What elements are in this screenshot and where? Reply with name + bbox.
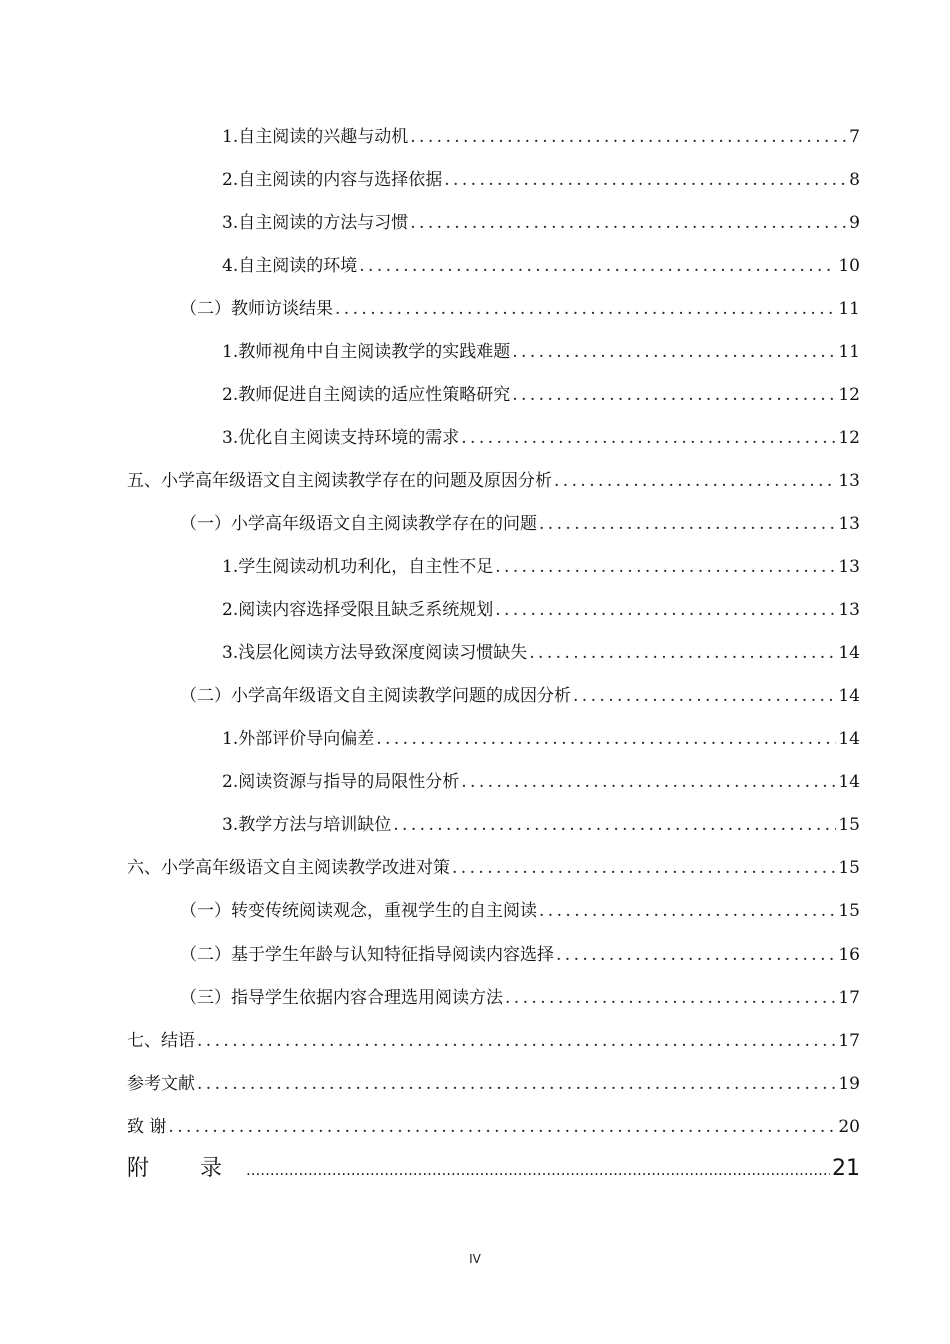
toc-entry-title: （一）小学高年级语文自主阅读教学存在的问题 [180, 514, 537, 534]
toc-entry-title: 3.浅层化阅读方法导致深度阅读习惯缺失 [222, 643, 528, 663]
toc-entry-page: 11 [838, 342, 860, 362]
toc-entry-title: 3.自主阅读的方法与习惯 [222, 213, 409, 233]
toc-entry[interactable] [180, 510, 860, 538]
toc-entry-title: （二）基于学生年龄与认知特征指导阅读内容选择 [180, 945, 554, 965]
toc-leader-dots [168, 1113, 836, 1141]
toc-entry-page: 13 [838, 600, 860, 620]
toc-entry-title: 七、结语 [127, 1031, 195, 1051]
toc-entry-title: 六、小学高年级语文自主阅读教学改进对策 [127, 858, 450, 878]
toc-leader-dots [410, 123, 847, 151]
toc-entry-page: 14 [838, 686, 860, 706]
toc-entry-page: 14 [838, 772, 860, 792]
toc-entry[interactable] [222, 381, 860, 409]
toc-entry-page: 14 [838, 643, 860, 663]
toc-leader-dots [512, 338, 836, 366]
toc-leader-dots [529, 639, 836, 667]
toc-leader-dots [393, 811, 836, 839]
toc-leader-dots [505, 984, 836, 1012]
toc-entry-title: 4.自主阅读的环境 [222, 256, 358, 276]
toc-leader-dots [539, 897, 836, 925]
toc-entry-page: 17 [838, 1031, 860, 1051]
toc-leader-dots [461, 768, 836, 796]
toc-entry-title: 1.教师视角中自主阅读教学的实践难题 [222, 342, 511, 362]
toc-entry-page: 7 [849, 127, 860, 147]
toc-entry[interactable] [222, 596, 860, 624]
toc-entry-title: 附 录 [127, 1156, 244, 1181]
toc-leader-dots [197, 1070, 836, 1098]
toc-entry-title: 1.自主阅读的兴趣与动机 [222, 127, 409, 147]
toc-entry-page: 21 [832, 1156, 860, 1181]
toc-entry-title: 参考文献 [127, 1074, 195, 1094]
toc-leader-dots [512, 381, 836, 409]
toc-entry-page: 15 [838, 858, 860, 878]
toc-leader-dots [556, 941, 836, 969]
toc-entry[interactable] [222, 768, 860, 796]
toc-entry-title: 3.优化自主阅读支持环境的需求 [222, 428, 460, 448]
toc-entry[interactable] [127, 1070, 860, 1098]
toc-entry-title: （二）小学高年级语文自主阅读教学问题的成因分析 [180, 686, 571, 706]
toc-entry-page: 13 [838, 514, 860, 534]
toc-entry-page: 10 [838, 256, 860, 276]
toc-entry-title: 2.教师促进自主阅读的适应性策略研究 [222, 385, 511, 405]
toc-entry[interactable] [222, 252, 860, 280]
toc-entry-title: （二）教师访谈结果 [180, 299, 333, 319]
toc-entry[interactable] [222, 553, 860, 581]
toc-entry[interactable] [222, 424, 860, 452]
toc-entry[interactable] [180, 682, 860, 710]
toc-entry-page: 17 [838, 988, 860, 1008]
page-number: IV [469, 1252, 481, 1266]
toc-entry-page: 15 [838, 901, 860, 921]
toc-leader-dots [246, 1153, 830, 1187]
toc-entry-page: 19 [838, 1074, 860, 1094]
toc-entry-page: 20 [838, 1117, 860, 1137]
toc-entry-title: 五、小学高年级语文自主阅读教学存在的问题及原因分析 [127, 471, 552, 491]
toc-leader-dots [539, 510, 836, 538]
toc-entry-title: 1.外部评价导向偏差 [222, 729, 375, 749]
toc-entry[interactable] [127, 1113, 860, 1141]
toc-entry[interactable] [222, 166, 860, 194]
toc-entry-page: 15 [838, 815, 860, 835]
toc-entry[interactable] [222, 639, 860, 667]
toc-entry-title: （三）指导学生依据内容合理选用阅读方法 [180, 988, 503, 1008]
toc-entry-page: 16 [838, 945, 860, 965]
toc-entry[interactable] [222, 725, 860, 753]
toc-entry-title: 致 谢 [127, 1117, 167, 1137]
toc-entry-page: 9 [849, 213, 860, 233]
toc-entry-title: （一）转变传统阅读观念，重视学生的自主阅读 [180, 901, 537, 921]
toc-entry-title: 2.阅读资源与指导的局限性分析 [222, 772, 460, 792]
toc-leader-dots [461, 424, 836, 452]
toc-leader-dots [376, 725, 836, 753]
toc-leader-dots [554, 467, 836, 495]
toc-leader-dots [573, 682, 836, 710]
toc-entry[interactable] [127, 854, 860, 882]
toc-leader-dots [359, 252, 836, 280]
toc-leader-dots [197, 1027, 836, 1055]
toc-entry-title: 2.阅读内容选择受限且缺乏系统规划 [222, 600, 494, 620]
toc-leader-dots [452, 854, 836, 882]
toc-leader-dots [335, 295, 836, 323]
toc-entry[interactable] [222, 209, 860, 237]
toc-entry[interactable] [127, 1152, 860, 1186]
toc-entry[interactable] [180, 984, 860, 1012]
toc-entry[interactable] [222, 811, 860, 839]
toc-entry-title: 1.学生阅读动机功利化，自主性不足 [222, 557, 494, 577]
toc-entry-page: 12 [838, 385, 860, 405]
toc-entry-page: 11 [838, 299, 860, 319]
toc-entry-page: 8 [849, 170, 860, 190]
toc-entry[interactable] [127, 1027, 860, 1055]
toc-leader-dots [495, 596, 836, 624]
toc-entry[interactable] [180, 295, 860, 323]
toc-entry[interactable] [180, 897, 860, 925]
toc-leader-dots [410, 209, 847, 237]
toc-entry-title: 3.教学方法与培训缺位 [222, 815, 392, 835]
toc-entry[interactable] [180, 941, 860, 969]
toc-entry-title: 2.自主阅读的内容与选择依据 [222, 170, 443, 190]
toc-entry-page: 13 [838, 557, 860, 577]
toc-entry[interactable] [222, 338, 860, 366]
toc-entry[interactable] [222, 123, 860, 151]
toc-entry[interactable] [127, 467, 860, 495]
toc-entry-page: 14 [838, 729, 860, 749]
toc-entry-page: 12 [838, 428, 860, 448]
toc-leader-dots [495, 553, 836, 581]
toc-entry-page: 13 [838, 471, 860, 491]
toc-leader-dots [444, 166, 847, 194]
